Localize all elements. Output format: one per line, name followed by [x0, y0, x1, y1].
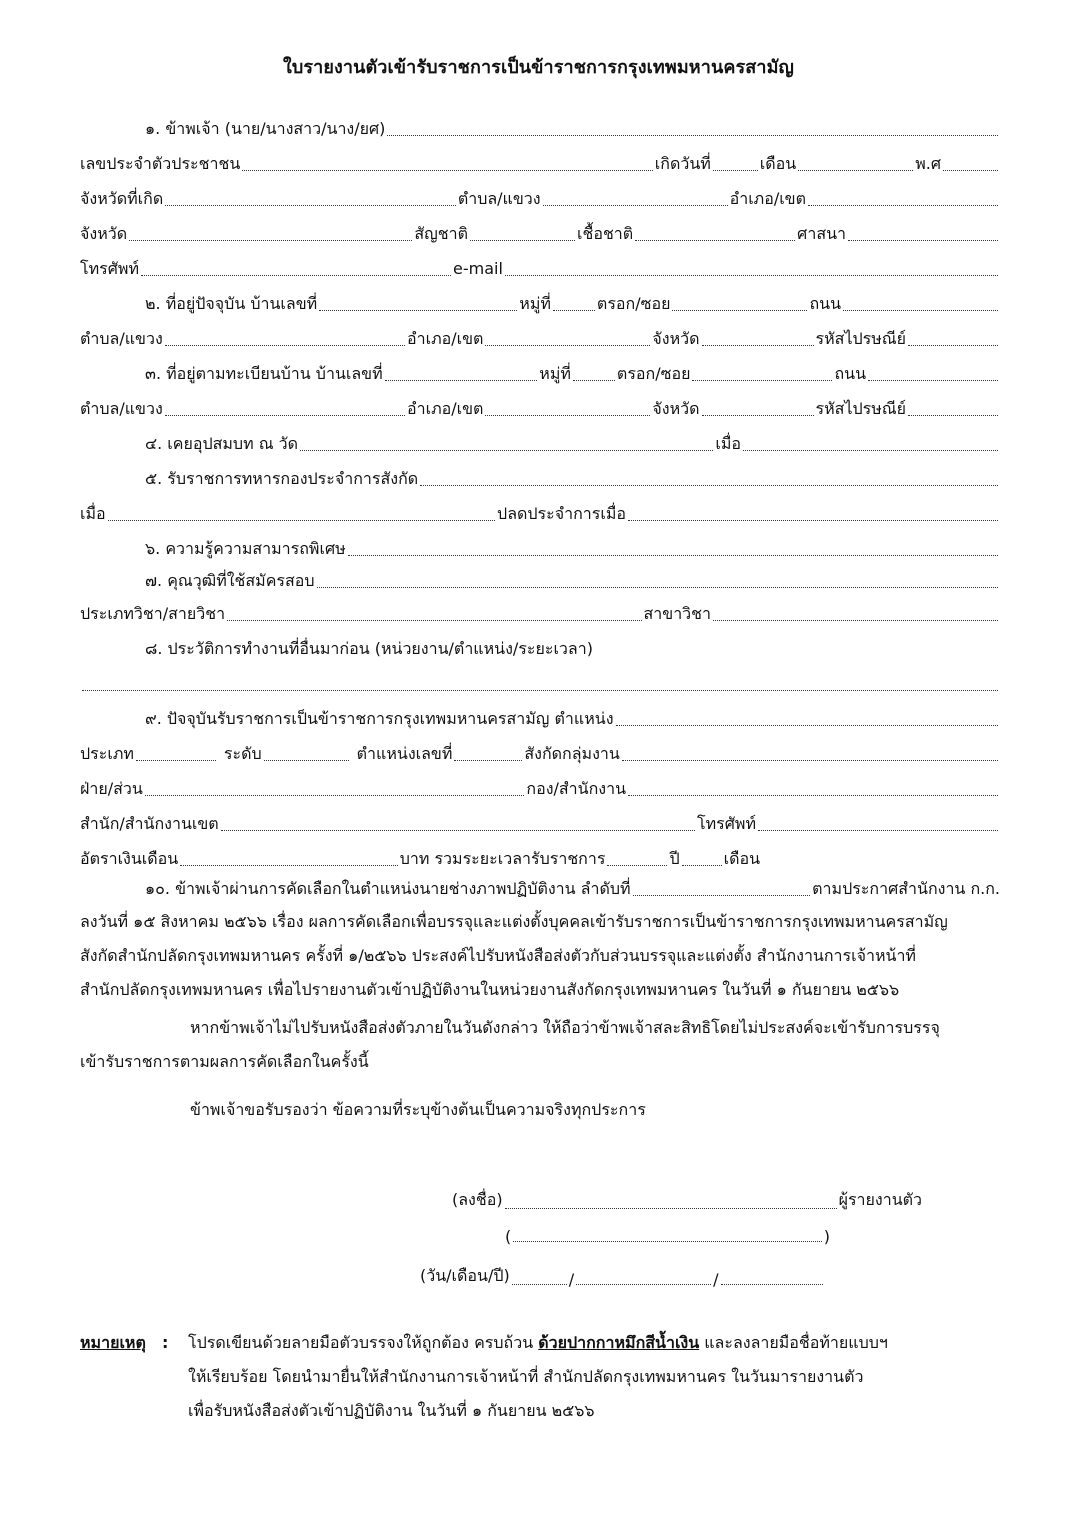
subdistrict-field[interactable]	[543, 190, 728, 206]
type-label: ประเภท	[80, 744, 134, 763]
item5-row2	[80, 503, 1000, 525]
year-field[interactable]	[943, 155, 998, 171]
year-label: พ.ศ	[915, 154, 941, 173]
soi-field[interactable]	[692, 365, 832, 381]
subdistrict-label: ตำบล/แขวง	[80, 329, 163, 348]
certify-statement: ข้าพเจ้าขอรับรองว่า ข้อความที่ระบุข้างต้นเป็นความจริงทุกประการ	[190, 1100, 646, 1119]
note-colon: :	[162, 1333, 169, 1352]
item7-row2	[80, 603, 1000, 625]
item1-id-row	[80, 153, 1000, 175]
level-field[interactable]	[264, 745, 349, 761]
close-paren: )	[823, 1227, 830, 1246]
signature-row	[452, 1188, 922, 1213]
item9-row3	[80, 778, 1000, 800]
province-label: จังหวัด	[80, 224, 128, 243]
item10-line5: หากข้าพเจ้าไม่ไปรับหนังสือส่งตัวภายในวันดังกล่าว ให้ถือว่าข้าพเจ้าสละสิทธิโดยไม่ประสงค์จะเข้ารับการบรรจุ	[190, 1018, 940, 1037]
district-label: อำเภอ/เขต	[729, 189, 806, 208]
id-field[interactable]	[242, 155, 653, 171]
item1-nationality-row	[80, 223, 1000, 245]
email-field[interactable]	[505, 260, 998, 276]
race-field[interactable]	[470, 225, 575, 241]
ordination-date-field[interactable]	[743, 435, 998, 451]
nationality-field[interactable]	[635, 225, 795, 241]
study-type-label: ประเภทวิชา/สายวิชา	[80, 604, 226, 623]
qualification-field[interactable]	[317, 572, 998, 588]
item9-row5	[80, 848, 760, 870]
postcode-label: รหัสไปรษณีย์	[815, 329, 906, 348]
postcode-field[interactable]	[908, 330, 998, 346]
district-field[interactable]	[485, 400, 650, 416]
road-label: ถนน	[809, 294, 841, 313]
note-line-3: เพื่อรับหนังสือส่งตัวเข้าปฏิบัติงาน ในวันที่ ๑ กันยายน ๒๕๖๖	[188, 1401, 595, 1420]
id-label: เลขประจำตัวประชาชน	[80, 154, 241, 173]
province-field[interactable]	[702, 400, 814, 416]
printed-name-row	[505, 1226, 830, 1246]
printed-name-field[interactable]	[513, 1226, 822, 1242]
birth-province-label: จังหวัดที่เกิด	[80, 189, 164, 208]
bureau-label: กอง/สำนักงาน	[526, 779, 626, 798]
item10-announcement: ตามประกาศสำนักงาน ก.ก.	[812, 879, 1000, 898]
item1-name-row	[145, 118, 1000, 140]
item3-row2	[80, 398, 1000, 420]
year-field[interactable]	[721, 1269, 823, 1285]
current-address-label: ๒. ที่อยู่ปัจจุบัน บ้านเลขที่	[145, 294, 318, 313]
item8-row1	[145, 638, 1000, 660]
moo-label: หมู่ที่	[519, 294, 551, 313]
military-date-field[interactable]	[108, 505, 495, 521]
province-label: จังหวัด	[652, 329, 700, 348]
position-no-label: ตำแหน่งเลขที่	[356, 744, 453, 763]
postcode-field[interactable]	[908, 400, 998, 416]
released-label: ปลดประจำการเมื่อ	[497, 504, 626, 523]
date-row	[420, 1264, 825, 1289]
item10-label: ๑๐. ข้าพเจ้าผ่านการคัดเลือกในตำแหน่งนายช่างภาพปฏิบัติงาน ลำดับที่	[145, 879, 631, 898]
subdistrict-field[interactable]	[165, 400, 405, 416]
moo-field[interactable]	[553, 295, 595, 311]
office-phone-field[interactable]	[758, 815, 998, 831]
note-blue-pen: ด้วยปากกาหมึกสีน้ำเงิน	[538, 1333, 700, 1352]
item10-line2: ลงวันที่ ๑๕ สิงหาคม ๒๕๖๖ เรื่อง ผลการคัดเลือกเพื่อบรรจุและแต่งตั้งบุคคลเข้ารับราชการเป็นข้าราชการกรุงเทพมหานครสามัญ	[80, 912, 948, 931]
baht-label: บาท รวมระยะเวลารับราชการ	[399, 849, 606, 868]
subdistrict-field[interactable]	[165, 330, 405, 346]
name-label: ๑. ข้าพเจ้า (นาย/นางสาว/นาง/ยศ)	[145, 119, 386, 138]
division-field[interactable]	[145, 780, 525, 796]
sign-label: (ลงชื่อ)	[452, 1190, 503, 1209]
military-when-label: เมื่อ	[80, 504, 106, 523]
item10-line3: สังกัดสำนักปลัดกรุงเทพมหานคร ครั้งที่ ๑/๒๕๖๖ ประสงค์ไปรับหนังสือส่งตัวกับส่วนบรรจุและแต่งตั้ง สำนักงานการเจ้าหน้าที่	[80, 946, 916, 965]
item10-line6: เข้ารับราชการตามผลการคัดเลือกในครั้งนี้	[80, 1052, 369, 1071]
house-no-field[interactable]	[319, 295, 517, 311]
item8-row2	[80, 675, 1000, 695]
qualification-label: ๗. คุณวุฒิที่ใช้สมัครสอบ	[145, 571, 315, 590]
current-position-field[interactable]	[616, 710, 999, 726]
district-label: อำเภอ/เขต	[407, 329, 484, 348]
current-position-label: ๙. ปัจจุบันรับราชการเป็นข้าราชการกรุงเทพมหานครสามัญ ตำแหน่ง	[145, 709, 614, 728]
name-field[interactable]	[387, 120, 998, 136]
salary-field[interactable]	[180, 850, 397, 866]
postcode-label: รหัสไปรษณีย์	[815, 399, 906, 418]
service-month-label: เดือน	[723, 849, 760, 868]
phone-label: โทรศัพท์	[80, 259, 139, 278]
moo-label: หมู่ที่	[539, 364, 571, 383]
province-field[interactable]	[702, 330, 814, 346]
study-type-field[interactable]	[227, 605, 641, 621]
note-block	[80, 1326, 1030, 1436]
district-label: อำเภอ/เขต	[407, 399, 484, 418]
ordination-when-label: เมื่อ	[715, 434, 741, 453]
birthdate-field[interactable]	[713, 155, 758, 171]
birth-province-field[interactable]	[165, 190, 456, 206]
province-label: จังหวัด	[652, 399, 700, 418]
item2-row2	[80, 328, 1000, 350]
birthdate-label: เกิดวันที่	[654, 154, 711, 173]
rank-field[interactable]	[633, 880, 811, 896]
item9-row1	[145, 708, 1000, 730]
nationality-label: เชื้อชาติ	[577, 224, 634, 243]
released-date-field[interactable]	[628, 505, 998, 521]
military-label: ๕. รับราชการทหารกองประจำการสังกัด	[145, 469, 419, 488]
branch-label: สาขาวิชา	[643, 604, 711, 623]
service-months-field[interactable]	[682, 850, 722, 866]
district-field[interactable]	[808, 190, 998, 206]
note-line-1c: และลงลายมือชื่อท้ายแบบฯ	[699, 1333, 888, 1352]
email-label: e-mail	[452, 259, 503, 278]
item10-line4: สำนักปลัดกรุงเทพมหานคร เพื่อไปรายงานตัวเข้าปฏิบัติงานในหน่วยงานสังกัดกรุงเทพมหานคร ในวันที่ ๑ กันยายน ๒๕๖๖	[80, 980, 900, 999]
phone-field[interactable]	[141, 260, 451, 276]
service-year-label: ปี	[669, 849, 680, 868]
month-field[interactable]	[798, 155, 913, 171]
form-title: ใบรายงานตัวเข้ารับราชการเป็นข้าราชการกรุงเทพมหานครสามัญ	[282, 57, 794, 78]
office-field[interactable]	[221, 815, 695, 831]
military-unit-field[interactable]	[420, 470, 998, 486]
subdistrict-label: ตำบล/แขวง	[457, 189, 541, 208]
position-no-field[interactable]	[454, 745, 522, 761]
moo-field[interactable]	[573, 365, 615, 381]
skills-field[interactable]	[348, 540, 998, 556]
note-line-1	[188, 1326, 1028, 1360]
date-slash-1: /	[568, 1270, 575, 1289]
house-no-field[interactable]	[385, 365, 538, 381]
ordination-label: ๔. เคยอุปสมบท ณ วัด	[145, 434, 298, 453]
soi-label: ตรอก/ซอย	[596, 294, 671, 313]
item9-row4	[80, 813, 1000, 835]
office-phone-label: โทรศัพท์	[697, 814, 756, 833]
item7-row1	[145, 570, 1000, 592]
road-field[interactable]	[868, 365, 998, 381]
race-label: สัญชาติ	[414, 224, 468, 243]
item6-row	[145, 538, 1000, 560]
note-body	[188, 1326, 1028, 1428]
salary-label: อัตราเงินเดือน	[80, 849, 179, 868]
item3-row1	[145, 363, 1000, 385]
work-history-field[interactable]	[82, 675, 998, 691]
date-slash-2: /	[713, 1270, 719, 1289]
note-line-2: ให้เรียบร้อย โดยนำมายื่นให้สำนักงานการเจ้าหน้าที่ สำนักปลัดกรุงเทพมหานคร ในวันมารายงานตัว	[188, 1367, 864, 1386]
road-field[interactable]	[843, 295, 998, 311]
group-field[interactable]	[622, 745, 998, 761]
skills-label: ๖. ความรู้ความสามารถพิเศษ	[145, 539, 346, 558]
month-field[interactable]	[576, 1269, 711, 1285]
religion-label: ศาสนา	[797, 224, 846, 243]
branch-field[interactable]	[713, 605, 998, 621]
note-line-1a: โปรดเขียนด้วยลายมือตัวบรรจงให้ถูกต้อง ครบถ้วน	[188, 1333, 539, 1352]
level-label: ระดับ	[223, 744, 262, 763]
road-label: ถนน	[834, 364, 866, 383]
work-history-label: ๘. ประวัติการทำงานที่อื่นมาก่อน (หน่วยงาน/ตำแหน่ง/ระยะเวลา)	[145, 639, 593, 658]
registered-address-label: ๓. ที่อยู่ตามทะเบียนบ้าน บ้านเลขที่	[145, 364, 383, 383]
soi-label: ตรอก/ซอย	[616, 364, 691, 383]
note-label: หมายเหตุ	[80, 1333, 146, 1352]
subdistrict-label: ตำบล/แขวง	[80, 399, 163, 418]
item9-row2	[80, 743, 1000, 765]
signature-field[interactable]	[505, 1193, 837, 1209]
temple-field[interactable]	[300, 435, 713, 451]
type-field[interactable]	[136, 745, 216, 761]
date-label: (วัน/เดือน/ปี)	[420, 1266, 510, 1285]
service-years-field[interactable]	[607, 850, 667, 866]
province-field[interactable]	[129, 225, 412, 241]
item10-row1	[145, 878, 1000, 900]
day-field[interactable]	[512, 1269, 567, 1285]
item1-contact-row	[80, 258, 1000, 280]
religion-field[interactable]	[848, 225, 998, 241]
soi-field[interactable]	[672, 295, 807, 311]
bureau-field[interactable]	[628, 780, 998, 796]
item4-row	[145, 433, 1000, 455]
group-label: สังกัดกลุ่มงาน	[524, 744, 620, 763]
item1-birthplace-row	[80, 188, 1000, 210]
month-label: เดือน	[759, 154, 797, 173]
office-label: สำนัก/สำนักงานเขต	[80, 814, 219, 833]
item2-row1	[145, 293, 1000, 315]
reporter-role: ผู้รายงานตัว	[838, 1190, 922, 1209]
division-label: ฝ่าย/ส่วน	[80, 779, 143, 798]
district-field[interactable]	[485, 330, 650, 346]
item5-row1	[145, 468, 1000, 490]
open-paren: (	[505, 1227, 512, 1246]
